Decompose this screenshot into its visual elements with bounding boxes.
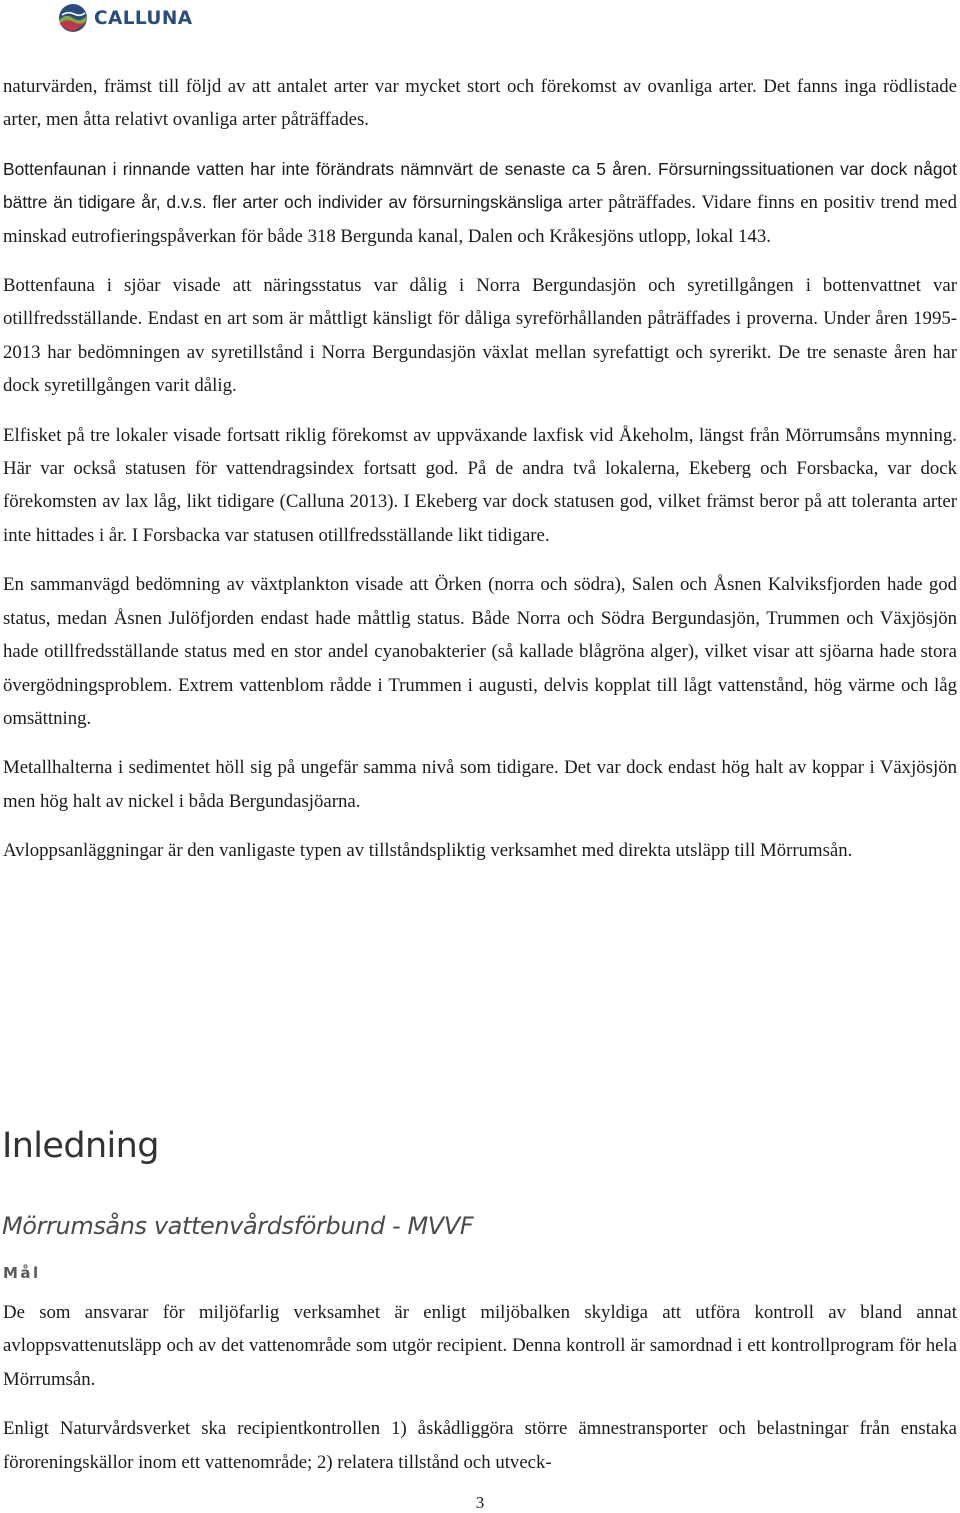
section-subheading: Mörrumsåns vattenvårdsförbund - MVVF xyxy=(2,1212,474,1240)
paragraph-8: De som ansvarar för miljöfarlig verksamhet är enligt miljöbalken skyldiga att utföra kontroll av bland annat avloppsvattenutsläpp och av det vattenområde som utgör recipient. Denna kontroll är samordnad i ett kontrollprogram för hela Mörrumsån. xyxy=(3,1302,957,1390)
paragraph-4: Elfisket på tre lokaler visade fortsatt riklig förekomst av uppväxande laxfisk vid Åkeholm, längst från Mörrumsåns mynning. Här var också statusen för vattendragsindex fortsatt god. På de andra två lokalerna, Ekeberg och Forsbacka, var dock förekomsten av lax låg, likt tidigare (Calluna 2013). I Ekeberg var dock statusen god, vilket främst beror på att toleranta arter inte hittades i år. I Forsbacka var statusen otillfredsställande likt tidigare. xyxy=(3,424,957,546)
paragraph-6: Metallhalterna i sedimentet höll sig på ungefär samma nivå som tidigare. Det var dock endast hög halt av koppar i Växjösjön men hög halt av nickel i båda Bergundasjöarna. xyxy=(3,757,957,812)
paragraph-2-serif-part: arter påträffades. Vidare finns en positiv trend med minskad eutrofieringspåverkan för både 318 Bergunda kanal, Dalen och Kråkesjöns utlopp, lokal 143. xyxy=(3,192,957,247)
calluna-logo xyxy=(58,2,192,34)
logo-text: CALLUNA xyxy=(94,7,193,29)
paragraph-2-sans-part: Bottenfaunan i rinnande vatten har inte förändrats nämnvärt de senaste ca 5 åren. Försurningssituationen var dock något bättre än tidigare år, d.v.s. fler arter och individer av försurningskänsliga xyxy=(3,158,957,213)
calluna-logo-icon xyxy=(58,3,88,33)
paragraph-3: Bottenfauna i sjöar visade att näringsstatus var dålig i Norra Bergundasjön och syretillgången i bottenvattnet var otillfredsställande. Endast en art som är måttligt känsligt för dåliga syreförhållanden påträffades i proverna. Under åren 1995-2013 har bedömningen av syretillstånd i Norra Bergundasjön växlat mellan syrefattigt och syrerikt. De tre senaste åren har dock syretillgången varit dålig. xyxy=(3,275,957,397)
paragraph-2 xyxy=(3,153,957,253)
paragraph-1: naturvärden, främst till följd av att antalet arter var mycket stort och förekomst av ovanliga arter. Det fanns inga rödlistade arter, men åtta relativt ovanliga arter påträffades. xyxy=(3,76,957,131)
paragraph-7: Avloppsanläggningar är den vanligaste typen av tillståndspliktig verksamhet med direkta utsläpp till Mörrumsån. xyxy=(3,840,853,862)
section-text xyxy=(3,1296,957,1495)
paragraph-9: Enligt Naturvårdsverket ska recipientkontrollen 1) åskådliggöra större ämnestransporter och belastningar från enstaka föroreningskällor inom ett vattenområde; 2) relatera tillstånd och utveck- xyxy=(3,1418,957,1473)
main-text xyxy=(3,70,957,884)
goal-heading: Mål xyxy=(3,1264,41,1282)
section-heading: Inledning xyxy=(2,1126,159,1166)
paragraph-5: En sammanvägd bedömning av växtplankton visade att Örken (norra och södra), Salen och Åsnen Kalviksfjorden hade god status, medan Åsnen Julöfjorden endast hade måttlig status. Både Norra och Södra Bergundasjön, Trummen och Växjösjön hade otillfredsställande status med en stor andel cyanobakterier (så kallade blågröna alger), vilket visar att sjöarna hade stora övergödningsproblem. Extrem vattenblom rådde i Trummen i augusti, delvis kopplat till lågt vattenstånd, hög värme och låg omsättning. xyxy=(3,574,957,729)
page-number: 3 xyxy=(475,1493,485,1512)
